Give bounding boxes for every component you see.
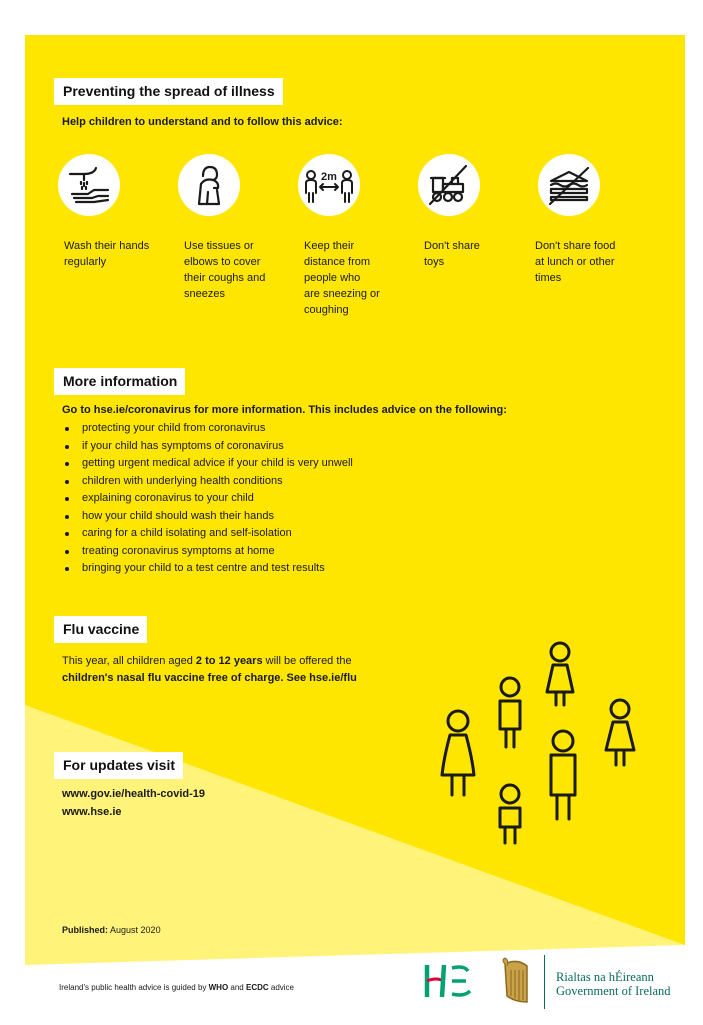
section-subheading: Help children to understand and to follow this advice: [62, 116, 343, 128]
list-item: protecting your child from coronavirus [62, 420, 353, 438]
distance-2m-icon [298, 154, 360, 216]
list-item: bringing your child to a test centre and test results [62, 560, 353, 578]
more-info-list [62, 420, 353, 578]
caption-food: Don't share food at lunch or other times [535, 240, 616, 284]
cough-elbow-icon [178, 154, 240, 216]
no-food-sharing-icon [538, 154, 600, 216]
handwash-icon [58, 154, 120, 216]
list-item: getting urgent medical advice if your child is very unwell [62, 455, 353, 473]
section-heading-flu: Flu vaccine [54, 616, 147, 643]
footer-divider [544, 955, 545, 1009]
caption-distance: Keep their distance from people who are sneezing or coughing [304, 240, 380, 316]
section-heading-more-info: More information [54, 368, 185, 395]
harp-emblem [499, 956, 533, 1008]
hse-logo [424, 963, 472, 1001]
published-note: Published: August 2020 [62, 925, 161, 935]
list-item: explaining coronavirus to your child [62, 490, 353, 508]
link-hse[interactable]: www.hse.ie [62, 806, 122, 818]
footer-advice-note: Ireland's public health advice is guided by WHO and ECDC advice [59, 983, 295, 992]
link-gov-health[interactable]: www.gov.ie/health-covid-19 [62, 788, 206, 800]
more-info-intro: Go to hse.ie/coronavirus for more information. This includes advice on the following: [62, 404, 507, 416]
flu-vaccine-text: This year, all children aged 2 to 12 years will be offered the children's nasal flu vaccine free of charge. See hse.ie/flu [62, 655, 357, 684]
list-item: treating coronavirus symptoms at home [62, 543, 353, 561]
children-figures-illustration [430, 637, 660, 847]
distance-label: 2m [321, 171, 337, 183]
no-toys-icon [418, 154, 480, 216]
caption-cough: Use tissues or elbows to cover their coughs and sneezes [184, 240, 266, 300]
government-of-ireland-logo [556, 970, 671, 998]
list-item: caring for a child isolating and self-isolation [62, 525, 353, 543]
gov-line-english: Government of Ireland [556, 984, 671, 998]
section-heading-updates: For updates visit [54, 752, 183, 779]
section-heading-prevent: Preventing the spread of illness [54, 78, 283, 105]
gov-line-irish: Rialtas na hÉireann [556, 970, 654, 984]
caption-toys: Don't share toys [424, 240, 480, 268]
list-item: if your child has symptoms of coronavirus [62, 438, 353, 456]
list-item: how your child should wash their hands [62, 508, 353, 526]
caption-handwash: Wash their hands regularly [64, 240, 150, 268]
poster [25, 35, 685, 1025]
list-item: children with underlying health conditions [62, 473, 353, 491]
